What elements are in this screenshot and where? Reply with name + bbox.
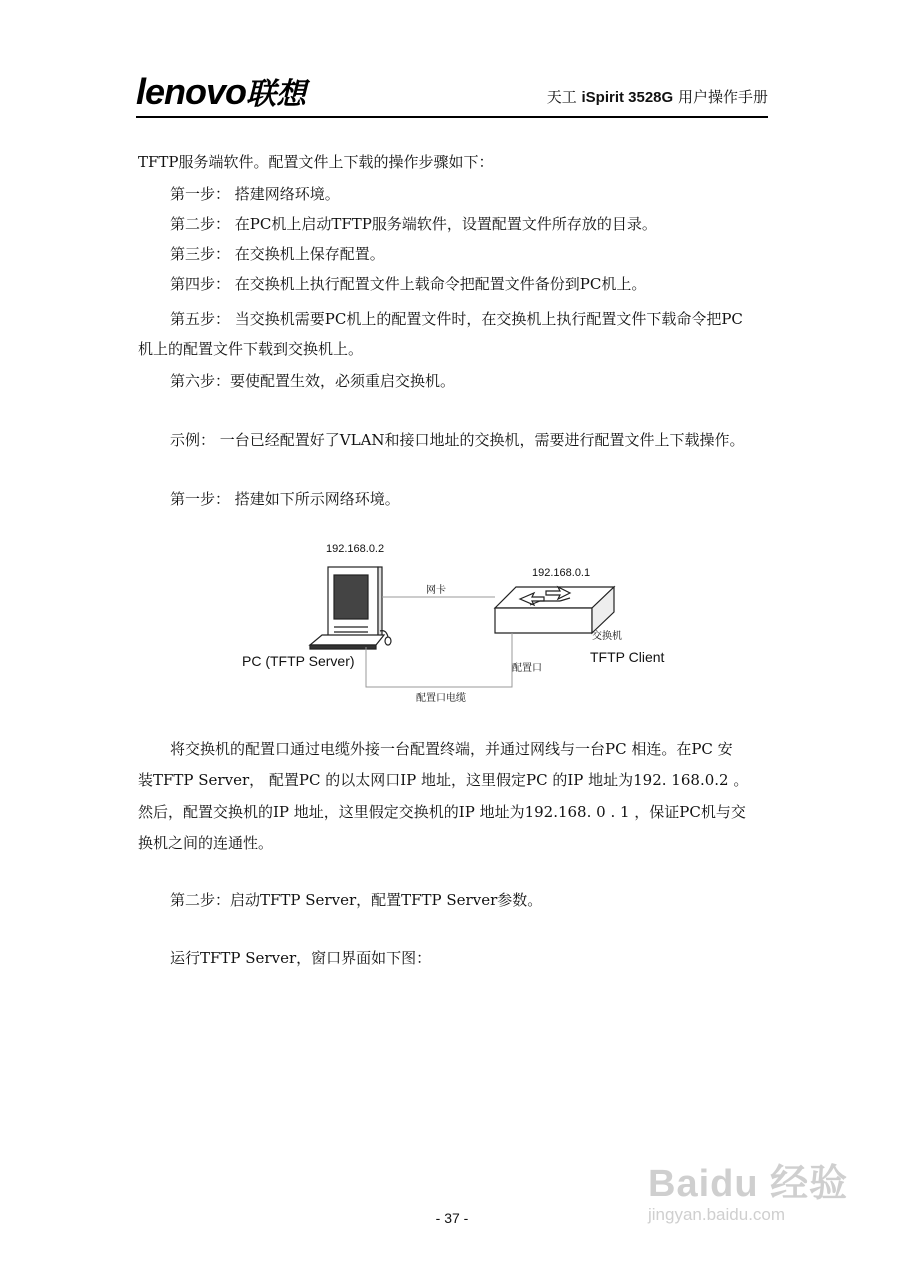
switch-ip-label: 192.168.0.1 xyxy=(532,567,591,579)
step-2-text: 第二步：启动TFTP Server，配置TFTP Server参数。 xyxy=(170,891,543,909)
pc-computer-icon xyxy=(310,567,391,649)
step-4: 第四步： 在交换机上执行配置文件上载命令把配置文件备份到PC机上。 xyxy=(170,275,647,293)
nic-label: 网卡 xyxy=(426,585,446,596)
console-port-label: 配置口 xyxy=(512,663,542,674)
lenovo-logo: lenovo联想 xyxy=(136,71,307,112)
description-line-1: 将交换机的配置口通过电缆外接一台配置终端，并通过网线与一台PC 相连。在PC 安 xyxy=(170,740,733,758)
step-2: 第二步： 在PC机上启动TFTP服务端软件，设置配置文件所存放的目录。 xyxy=(170,215,657,233)
header-divider xyxy=(136,116,768,118)
example-step-1: 第一步： 搭建如下所示网络环境。 xyxy=(170,490,400,508)
step-5: 第五步： 当交换机需要PC机上的配置文件时，在交换机上执行配置文件下载命令把PC xyxy=(170,310,743,328)
run-text: 运行TFTP Server，窗口界面如下图： xyxy=(170,949,432,967)
baidu-watermark xyxy=(648,1152,848,1225)
step-3: 第三步： 在交换机上保存配置。 xyxy=(170,245,385,263)
step-5-continued: 机上的配置文件下载到交换机上。 xyxy=(138,340,364,358)
watermark-brand: Baidu 经验 xyxy=(648,1163,849,1205)
page-number: - 37 - xyxy=(435,1210,469,1226)
description-line-3: 然后，配置交换机的IP 地址，这里假定交换机的IP 地址为192.168. 0 . 1 ，保证PC机与交 xyxy=(138,803,746,821)
switch-label: 交换机 xyxy=(592,631,622,642)
description-line-4: 换机之间的连通性。 xyxy=(138,834,274,852)
step-1: 第一步： 搭建网络环境。 xyxy=(170,185,340,203)
switch-caption: TFTP Client xyxy=(590,649,665,665)
network-diagram-lines xyxy=(230,535,680,715)
watermark-url: jingyan.baidu.com xyxy=(648,1205,786,1224)
document-title: 天工 iSpirit 3528G 用户操作手册 xyxy=(546,88,768,106)
pc-ip-label: 192.168.0.2 xyxy=(326,543,385,555)
pc-caption: PC (TFTP Server) xyxy=(242,653,355,669)
description-line-2: 装TFTP Server， 配置PC 的以太网口IP 地址，这里假定PC 的IP 地址为192. 168.0.2 。 xyxy=(138,771,749,789)
intro-text: TFTP服务端软件。配置文件上下载的操作步骤如下： xyxy=(138,153,494,171)
network-diagram xyxy=(230,535,680,715)
step-6: 第六步：要使配置生效，必须重启交换机。 xyxy=(170,372,456,390)
console-cable-label: 配置口电缆 xyxy=(416,693,466,704)
example-text: 示例： 一台已经配置好了VLAN和接口地址的交换机，需要进行配置文件上下载操作。 xyxy=(170,431,745,449)
